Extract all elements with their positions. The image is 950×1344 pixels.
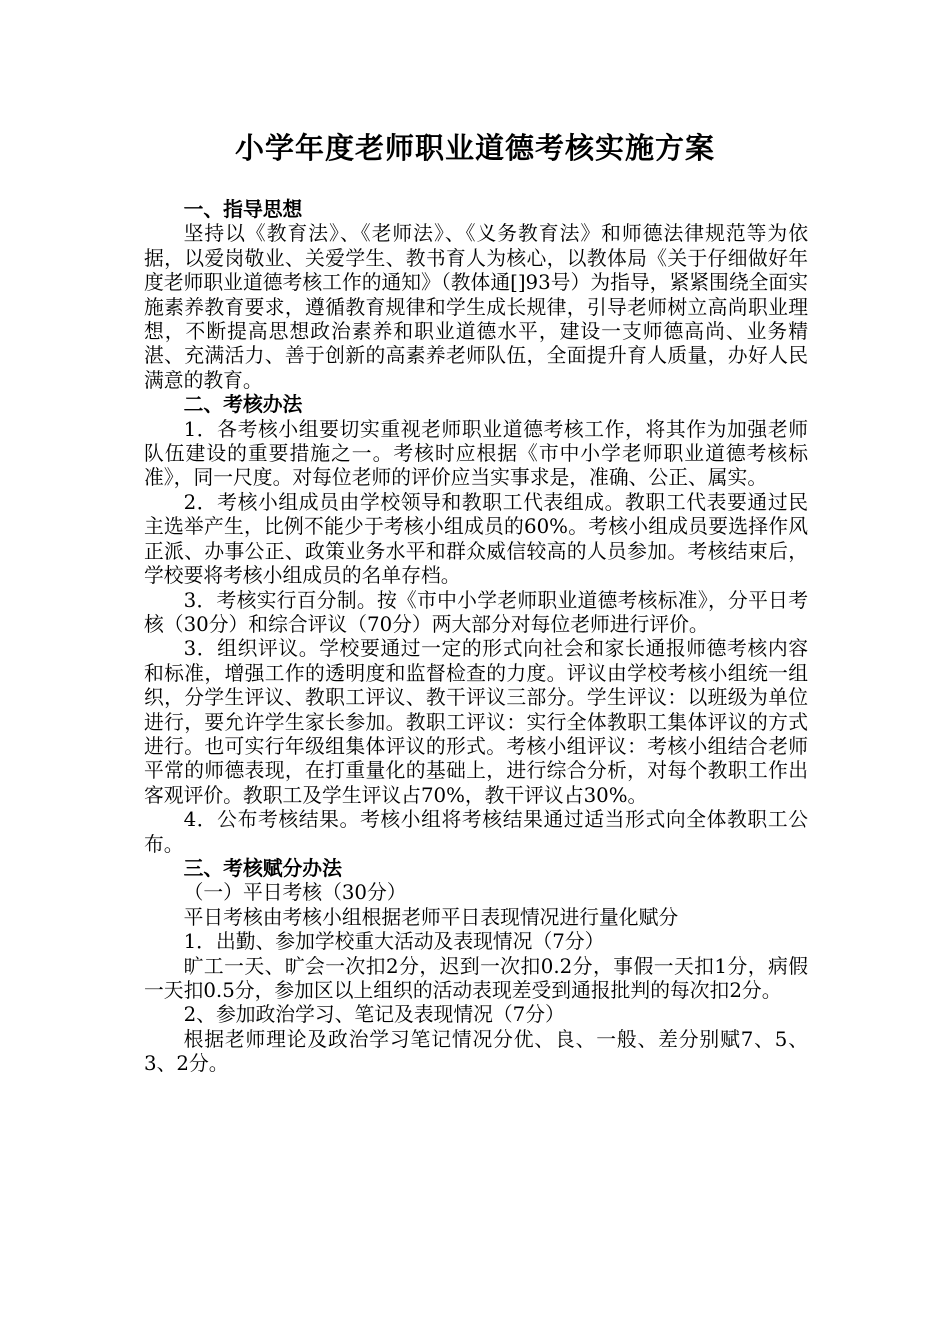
- paragraph-daily-assessment-intro: 平日考核由考核小组根据老师平日表现情况进行量化赋分: [183, 905, 679, 929]
- document-body: [144, 198, 808, 1077]
- paragraph-study-title: 2、参加政治学习、笔记及表现情况（7分）: [183, 1003, 565, 1027]
- paragraph-method-4: 4．公布考核结果。考核小组将考核结果通过适当形式向全体教职工公布。: [144, 808, 808, 856]
- paragraph-study-detail: 根据老师理论及政治学习笔记情况分优、良、一般、差分别赋7、5、3、2分。: [144, 1027, 808, 1076]
- paragraph-method-2: 2．考核小组成员由学校领导和教职工代表组成。教职工代表要通过民主选举产生，比例不能少于考核小组成员的60%。考核小组成员要选择作风正派、办事公正、政策业务水平和群众威信较高的人员参加。考核结束后，学校要将考核小组成员的名单存档。: [144, 490, 808, 588]
- section-heading-assessment-method: 二、考核办法: [183, 393, 303, 417]
- document-title: 小学年度老师职业道德考核实施方案: [234, 131, 715, 165]
- paragraph-guiding-ideology: 坚持以《教育法》、《老师法》、《义务教育法》和师德法律规范等为依据，以爱岗敬业、关爱学生、教书育人为核心，以教体局《关于仔细做好年度老师职业道德考核工作的通知》（教体通[]93号）为指导，紧紧围绕全面实施素养教育要求，遵循教育规律和学生成长规律，引导老师树立高尚职业理想，不断提高思想政治素养和职业道德水平，建设一支师德高尚、业务精湛、充满活力、善于创新的高素养老师队伍，全面提升育人质量，办好人民满意的教育。: [144, 222, 808, 392]
- section-heading-guiding-ideology: 一、指导思想: [183, 198, 303, 221]
- paragraph-method-1: 1．各考核小组要切实重视老师职业道德考核工作，将其作为加强老师队伍建设的重要措施之一。考核时应根据《市中小学老师职业道德考核标准》，同一尺度。对每位老师的评价应当实事求是，准确、公正、属实。: [144, 417, 808, 490]
- section-heading-scoring-method: 三、考核赋分办法: [183, 856, 342, 880]
- paragraph-attendance-detail: 旷工一天、旷会一次扣2分，迟到一次扣0.2分，事假一天扣1分，病假一天扣0.5分，参加区以上组织的活动表现差受到通报批判的每次扣2分。: [144, 954, 808, 1002]
- paragraph-daily-assessment-title: （一）平日考核（30分）: [183, 881, 407, 905]
- paragraph-method-3b: 3．组织评议。学校要通过一定的形式向社会和家长通报师德考核内容和标准，增强工作的透明度和监督检查的力度。评议由学校考核小组统一组织，分学生评议、教职工评议、教干评议三部分。学生评议：以班级为单位进行，要允许学生家长参加。教职工评议：实行全体教职工集体评议的方式进行。也可实行年级组集体评议的形式。考核小组评议：考核小组结合老师平常的师德表现，在打重量化的基础上，进行综合分析，对每个教职工作出客观评价。教职工及学生评议占70%，教干评议占30%。: [144, 637, 808, 807]
- paragraph-method-3: 3．考核实行百分制。按《市中小学老师职业道德考核标准》，分平日考核（30分）和综合评议（70分）两大部分对每位老师进行评价。: [144, 588, 808, 636]
- paragraph-attendance-title: 1．出勤、参加学校重大活动及表现情况（7分）: [183, 930, 605, 954]
